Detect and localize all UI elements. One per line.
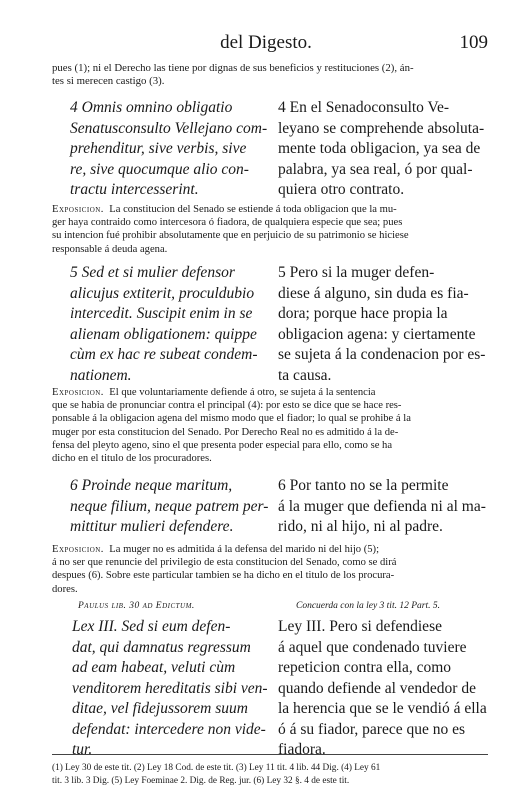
spanish-line: fiadora. bbox=[278, 741, 326, 758]
latin-line: tur. bbox=[72, 741, 93, 758]
spanish-text-s4 bbox=[278, 98, 490, 201]
exposicion-line: La muger no es admitida á la defensa del marido ni del hijo (5); bbox=[109, 544, 380, 555]
exposicion-line: despues (6). Sobre este particular tambien se ha dicho en el titulo de los procura- bbox=[52, 570, 395, 582]
spanish-line: quando defiende al vendedor de bbox=[278, 679, 476, 697]
latin-line: 5 Sed et si mulier defensor bbox=[70, 264, 235, 281]
latin-line: ad eam habeat, veluti cùm bbox=[72, 659, 236, 676]
latin-line: venditorem hereditatis sibi ven- bbox=[72, 679, 268, 697]
latin-line: 4 Omnis omnino obligatio bbox=[70, 99, 233, 116]
spanish-line: dora; porque hace propia la bbox=[278, 305, 448, 322]
exposicion-label: Exposicion. bbox=[52, 387, 104, 398]
concordance-citation: Concuerda con la ley 3 tit. 12 Part. 5. bbox=[296, 601, 440, 611]
exposicion-label: Exposicion. bbox=[52, 544, 104, 555]
latin-line: ditae, vel fidejussorem suum bbox=[72, 700, 248, 717]
exposicion-line: á no ser que renuncie del privilegio de esta constitucion del Senado, como se dirá bbox=[52, 557, 397, 569]
latin-line: intercedit. Suscipit enim in se bbox=[70, 305, 253, 322]
exposicion-line: muger por esta constitucion del Senado. Por Derecho Real no es admitido á la de- bbox=[52, 426, 399, 438]
latin-line: neque filium, neque patrem per- bbox=[70, 497, 269, 515]
latin-line: tractu intercesserint. bbox=[70, 181, 199, 198]
exposicion-line: dores. bbox=[52, 583, 78, 595]
spanish-text-s6 bbox=[278, 476, 490, 538]
exposicion-s4 bbox=[52, 203, 488, 256]
exposicion-line: responsable á deuda agena. bbox=[52, 243, 168, 255]
latin-line: nationem. bbox=[70, 366, 132, 384]
footnote-divider bbox=[52, 754, 488, 755]
latin-text-s4 bbox=[70, 98, 270, 201]
exposicion-line: El que voluntariamente defiende á otro, se sujeta á la sentencia bbox=[109, 387, 376, 398]
latin-line: mittitur mulieri defendere. bbox=[70, 518, 234, 535]
spanish-line: ta causa. bbox=[278, 366, 332, 384]
spanish-line: leyano se comprehende absoluta- bbox=[278, 119, 485, 137]
exposicion-line: fensa del pleyto ageno, sino el que presenta poder especial para ello, como se ha bbox=[52, 439, 393, 451]
footnote-line: (1) Ley 30 de este tit. (2) Ley 18 Cod. de este tit. (3) Ley 11 tit. 4 lib. 44 Dig. (4) Ley 61 bbox=[52, 763, 381, 773]
latin-line: Lex III. Sed si eum defen- bbox=[72, 618, 231, 635]
running-header: del Digesto. bbox=[220, 32, 312, 53]
spanish-line: mente toda obligacion, ya sea de bbox=[278, 140, 481, 157]
latin-line: Senatusconsulto Vellejano com- bbox=[70, 119, 268, 137]
exposicion-line: La constitucion del Senado se estiende á toda obligacion que la mu- bbox=[109, 204, 397, 215]
spanish-line: á aquel que condenado tuviere bbox=[278, 638, 467, 656]
spanish-line: quiera otro contrato. bbox=[278, 181, 405, 198]
page-number: 109 bbox=[459, 32, 488, 53]
intro-line: pues (1); ni el Derecho las tiene por dignas de sus beneficios y restituciones (2), án- bbox=[52, 62, 414, 74]
latin-line: alienam obligationem: quippe bbox=[70, 325, 257, 343]
spanish-line: á la muger que defienda ni al ma- bbox=[278, 497, 486, 515]
footnote-line: tit. 3 lib. 3 Dig. (5) Ley Foeminae 2. Dig. de Reg. jur. (6) Ley 32 §. 4 de este tit. bbox=[52, 775, 350, 786]
exposicion-s6 bbox=[52, 543, 488, 596]
latin-text-s6 bbox=[70, 476, 270, 538]
spanish-line: ó á su fiador, parece que no es bbox=[278, 720, 466, 738]
exposicion-line: dicho en el titulo de los procuradores. bbox=[52, 453, 212, 465]
spanish-line: 4 En el Senadoconsulto Ve- bbox=[278, 99, 450, 116]
latin-line: defendat: intercedere non vide- bbox=[72, 720, 266, 738]
spanish-line: se sujeta á la condenacion por es- bbox=[278, 346, 486, 363]
latin-line: 6 Proinde neque maritum, bbox=[70, 477, 233, 494]
spanish-line: obligacion agena: y ciertamente bbox=[278, 325, 476, 343]
intro-line: tes si merecen castigo (3). bbox=[52, 75, 165, 88]
spanish-line: rido, ni al hijo, ni al padre. bbox=[278, 518, 443, 535]
spanish-line: Ley III. Pero si defendiese bbox=[278, 618, 442, 635]
intro-paragraph bbox=[52, 62, 488, 88]
spanish-line: 6 Por tanto no se la permite bbox=[278, 477, 449, 494]
footnotes bbox=[52, 762, 488, 787]
latin-text-lex3 bbox=[72, 617, 272, 761]
latin-line: prehenditur, sive verbis, sive bbox=[70, 140, 247, 157]
exposicion-line: ger haya contraido como intercesora ó fiadora, de qualquiera especie que sea; pues bbox=[52, 217, 403, 229]
exposicion-label: Exposicion. bbox=[52, 204, 104, 215]
source-citation: Paulus lib. 30 ad Edictum. bbox=[78, 601, 195, 611]
latin-text-s5 bbox=[70, 263, 270, 386]
exposicion-line: ponsable á la obligacion agena del mismo modo que el fiador; lo qual se prohibe á la bbox=[52, 413, 411, 425]
latin-line: dat, qui damnatus regressum bbox=[72, 638, 251, 656]
spanish-line: 5 Pero si la muger defen- bbox=[278, 264, 435, 281]
exposicion-s5 bbox=[52, 386, 488, 465]
exposicion-line: su intencion fué prohibir absolutamente que en perjuicio de su patrimonio se hiciese bbox=[52, 230, 409, 242]
spanish-text-s5 bbox=[278, 263, 490, 386]
latin-line: re, sive quocumque alio con- bbox=[70, 160, 249, 178]
spanish-line: diese á alguno, sin duda es fia- bbox=[278, 284, 469, 302]
spanish-line: palabra, ya sea real, ó por qual- bbox=[278, 160, 473, 178]
exposicion-line: que se habia de pronunciar contra el principal (4): por esto se dice que se hace res- bbox=[52, 400, 402, 412]
spanish-line: repeticion contra ella, como bbox=[278, 659, 452, 676]
latin-line: alicujus extiterit, proculdubio bbox=[70, 284, 255, 302]
spanish-line: la herencia que se le vendió á ella bbox=[278, 700, 487, 717]
latin-line: cùm ex hac re subeat condem- bbox=[70, 346, 258, 363]
spanish-text-lex3 bbox=[278, 617, 490, 761]
